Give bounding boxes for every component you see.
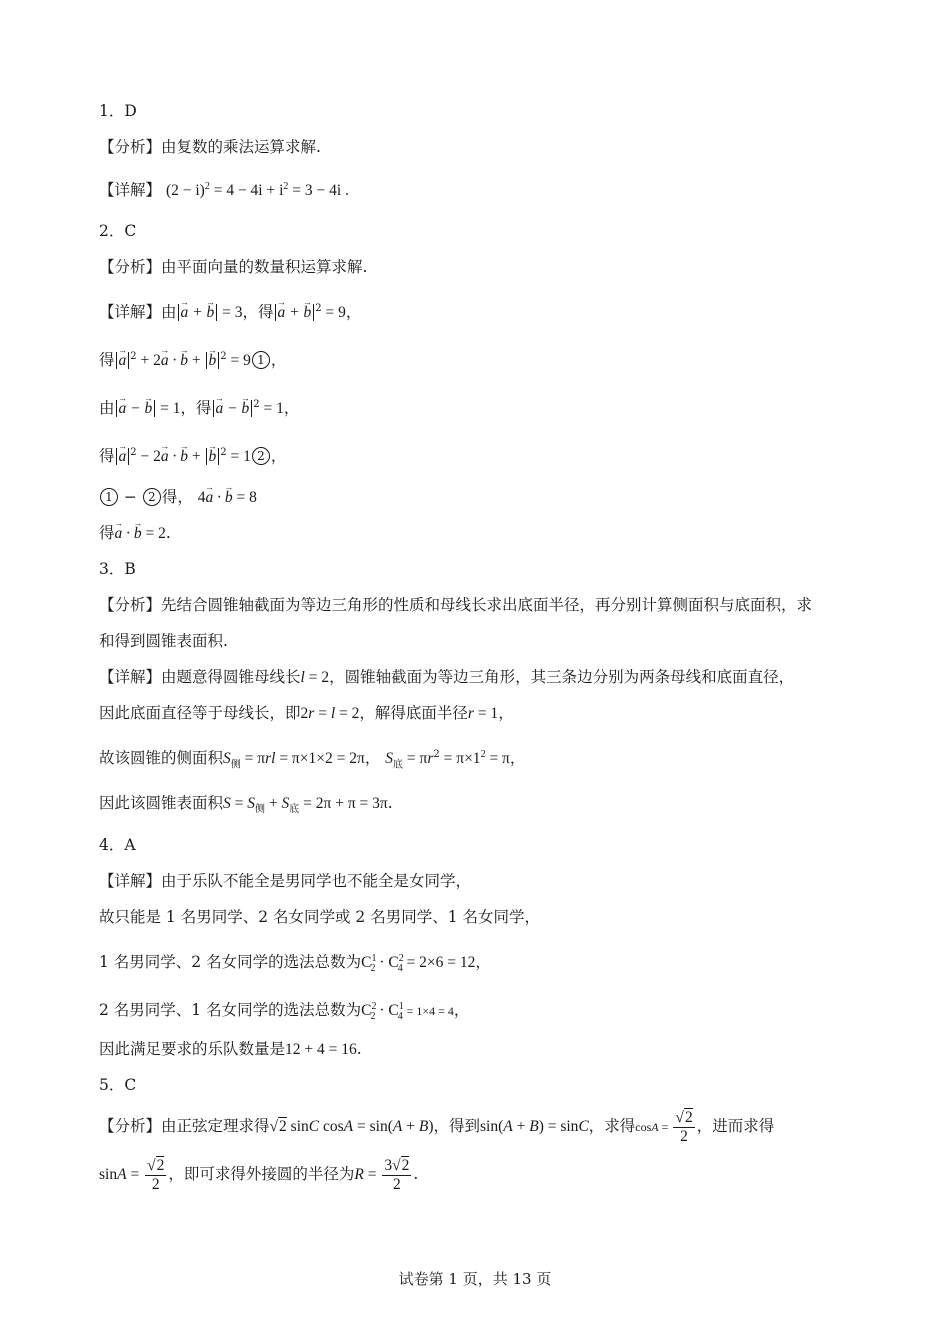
detail-tag: 【详解】 — [99, 872, 162, 890]
q4-answer: 4．A — [99, 836, 136, 854]
q2-answer: 2．C — [99, 222, 137, 240]
detail-tag: 【详解】 — [99, 668, 162, 686]
q3-analysis-1: 【分析】先结合圆锥轴截面为等边三角形的性质和母线长求出底面半径，再分别计算侧面积与底面积，求 — [99, 596, 813, 614]
q4-detail-3: 1 名男同学、2 名女同学的选法总数为$C^1_2 \cdot C^2_4 = 2\times 6 = 12$， — [99, 953, 491, 975]
circled-two: 2 — [143, 488, 161, 506]
analysis-tag: 【分析】 — [99, 138, 162, 156]
analysis-tag: 【分析】 — [99, 596, 162, 614]
q1-formula: $(2 - i)^2 = 4 - 4i + i^2 = 3 - 4i$ . — [165, 181, 349, 200]
q3-answer: 3．B — [99, 560, 136, 578]
q2-detail-3: 由→ a − → b = 1，得→ a − → b $^2$ = 1， — [99, 394, 299, 420]
q4-detail-5: 因此满足要求的乐队数量是12 + 4 = 16. — [99, 1040, 362, 1058]
q2-detail-1: 【详解】由→ a + → b = 3，得→ a + → b $^2$ = 9， — [99, 298, 361, 324]
circled-two: 2 — [252, 447, 270, 465]
q2-analysis — [99, 256, 367, 278]
q4-detail-2: 故只能是 1 名男同学、2 名女同学或 2 名男同学、1 名女同学， — [99, 908, 541, 926]
detail-tag: 【详解】 — [99, 181, 162, 200]
detail-tag: 【详解】 — [99, 303, 162, 322]
analysis-text: 由复数的乘法运算求解. — [161, 138, 321, 156]
page-footer: 试卷第 1 页，共 13 页 — [398, 1270, 552, 1288]
q3-detail-3: 故该圆锥的侧面积$S_侧 = \pi rl = \pi\times 1\times 2 = 2\pi$， $S_底 = \pi r^2 = \pi\times 1^2 = \pi$， — [99, 749, 526, 771]
formula: → a + → b — [178, 304, 218, 321]
q1-analysis — [99, 136, 321, 158]
analysis-tag: 【分析】 — [99, 258, 162, 276]
q1-detail — [99, 176, 349, 202]
analysis-tag: 【分析】 — [99, 1117, 162, 1135]
q2-detail-5: 1 − 2 得， 4→ a · → b = 8 — [99, 486, 257, 509]
q5-analysis-2: sinA = $\frac{√2}{2}$ ，即可求得外接圆的半径为R = $\frac{3√2}{2}$ . — [99, 1156, 419, 1193]
q3-detail-1: 【详解】由题意得圆锥母线长l = 2，圆锥轴截面为等边三角形，其三条边分别为两条母线和底面直径， — [99, 668, 795, 686]
q5-answer: 5．C — [99, 1076, 137, 1094]
q2-detail-4: 得→ a $^2$ − 2→ a · → b + → b $^2$ = 1 2 ， — [99, 442, 286, 468]
q4-detail-4: 2 名男同学、1 名女同学的选法总数为$C^2_2 \cdot C^1_4 = 1\times 4 = 4$， — [99, 1001, 470, 1023]
q3-detail-2: 因此底面直径等于母线长，即2r = l = 2，解得底面半径r = 1， — [99, 704, 514, 722]
circled-one: 1 — [100, 488, 118, 506]
q5-analysis-1: 【分析】由正弦定理求得√2 sinC cosA = sin(A + B)，得到sin(A + B) = sinC，求得cosA = $\frac{√2}{2}$ ，进而求得 — [99, 1108, 775, 1145]
q2-detail-2: 得→ a $^2$ + 2→ a · → b + → b $^2$ = 9 1 ， — [99, 346, 286, 372]
q2-detail-6: 得→ a · → b = 2. — [99, 522, 171, 545]
q1-answer: 1．D — [99, 102, 137, 120]
circled-one: 1 — [252, 351, 270, 369]
q4-detail-1: 【详解】由于乐队不能全是男同学也不能全是女同学， — [99, 872, 472, 890]
q3-detail-4: 因此该圆锥表面积$S = S_侧 + S_底 = 2\pi + \pi = 3\pi$. — [99, 794, 393, 816]
analysis-text: 由平面向量的数量积运算求解. — [161, 258, 368, 276]
q3-analysis-2: 和得到圆锥表面积. — [99, 632, 228, 650]
